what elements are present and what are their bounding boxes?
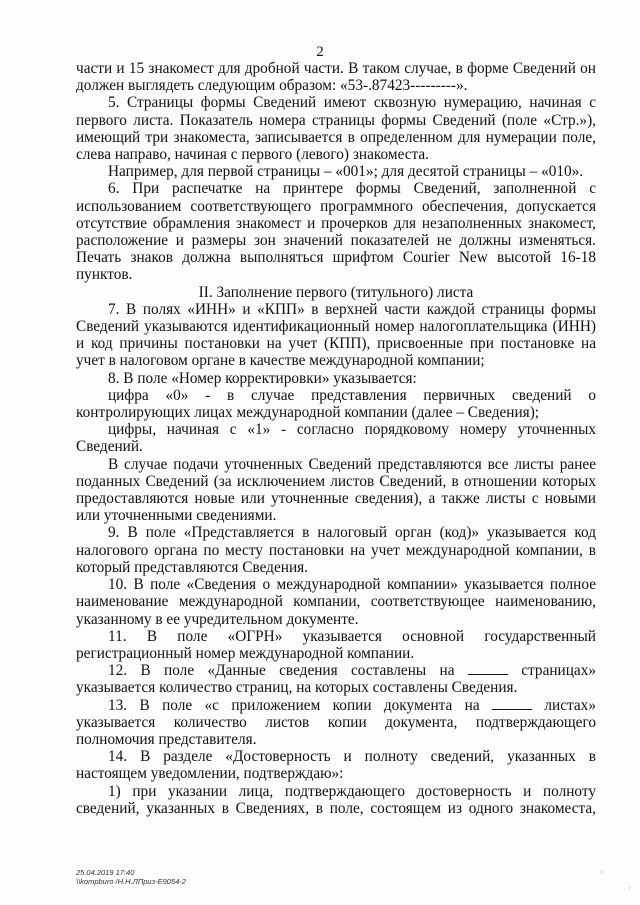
paragraph-8-digit-zero: цифра «0» - в случае представления первичных сведений о контролирующих лицах международной компании (далее – Сведения); (76, 386, 596, 422)
footer-timestamp: 25.04.2019 17:40 (76, 868, 135, 877)
paragraph-5-example: Например, для первой страницы – «001»; для десятой страницы – «010». (108, 163, 584, 181)
scan-speck: · (628, 884, 631, 894)
paragraph-13 (76, 697, 596, 749)
footer-file-path: \\kompburo /Н.Н.ЛПриз-Е9054-2 (76, 877, 186, 886)
paragraph-8-digits-from-one: цифры, начиная с «1» - согласно порядковому номеру уточненных Сведений. (76, 421, 596, 456)
paragraph-12-end: страницах» указывается количество страниц, на которых составлены Сведения. (76, 662, 596, 697)
paragraph-11: 11. В поле «ОГРН» указывается основной государственный регистрационный номер международной компании. (76, 627, 596, 662)
paragraph-13-start: 13. В поле «с приложением копии документа на (108, 696, 493, 714)
paragraph-7: 7. В полях «ИНН» и «КПП» в верхней части каждой страницы формы Сведений указываются идентификационный номер налогоплательщика (ИНН) и код причины постановки на учет (КПП), присвоенные при постановке на учет в налоговом органе в качестве международной компании; (76, 300, 596, 370)
print-footer (76, 868, 186, 886)
paragraph-14: 14. В разделе «Достоверность и полноту сведений, указанных в настоящем уведомлении, подтверждаю»: (76, 748, 596, 783)
document-body (76, 60, 596, 817)
paragraph-10: 10. В поле «Сведения о международной компании» указывается полное наименование международной компании, соответствующее наименованию, указанному в ее учредительном документе. (76, 576, 596, 628)
page-number: 2 (316, 44, 324, 60)
paragraph-5: 5. Страницы формы Сведений имеют сквозную нумерацию, начиная с первого листа. Показатель номера страницы формы Сведений (поле «Стр.»), имеющий три знакоместа, записывается в определенном для нумерации поле, слева направо, начиная с первого (левого) знакоместа. (76, 94, 596, 164)
paragraph-13-end: листах» указывается количество листов копии документа, подтверждающего полномочия представителя. (76, 696, 596, 748)
paragraph-8: 8. В поле «Номер корректировки» указывается: (108, 369, 417, 387)
paragraph-14-item-1: 1) при указании лица, подтверждающего достоверность и полноту сведений, указанных в Сведениях, в поле, состоящем из одного знакоместа, (76, 782, 596, 817)
blank-underline (468, 662, 508, 675)
paragraph-12 (76, 662, 596, 696)
paragraph-continuation: части и 15 знакомест для дробной части. В таком случае, в форме Сведений он должен выглядеть следующим образом: «53-.87423---------». (76, 60, 596, 95)
scan-speck: · (600, 868, 603, 878)
section-heading: II. Заполнение первого (титульного) листа (198, 283, 474, 301)
paragraph-8-corrected: В случае подачи уточненных Сведений представляются все листы ранее поданных Сведений (за исключением листов Сведений, в отношении которых предоставляются новые или уточненные сведения), а также листы с новыми или уточненными сведениями. (76, 455, 596, 525)
paragraph-9: 9. В поле «Представляется в налоговый орган (код)» указывается код налогового органа по месту постановки на учет международной компании, в который представляются Сведения. (76, 524, 596, 576)
paragraph-12-start: 12. В поле «Данные сведения составлены на (108, 662, 468, 680)
blank-underline (492, 697, 532, 710)
paragraph-6: 6. При распечатке на принтере формы Сведений, заполненной с использованием соответствующего программного обеспечения, допускается отсутствие обрамления знакомест и прочерков для незаполненных знакомест, расположение и размеры зон значений показателей не должны изменяться. Печать знаков должна выполняться шрифтом Courier New высотой 16-18 пунктов. (76, 180, 596, 284)
